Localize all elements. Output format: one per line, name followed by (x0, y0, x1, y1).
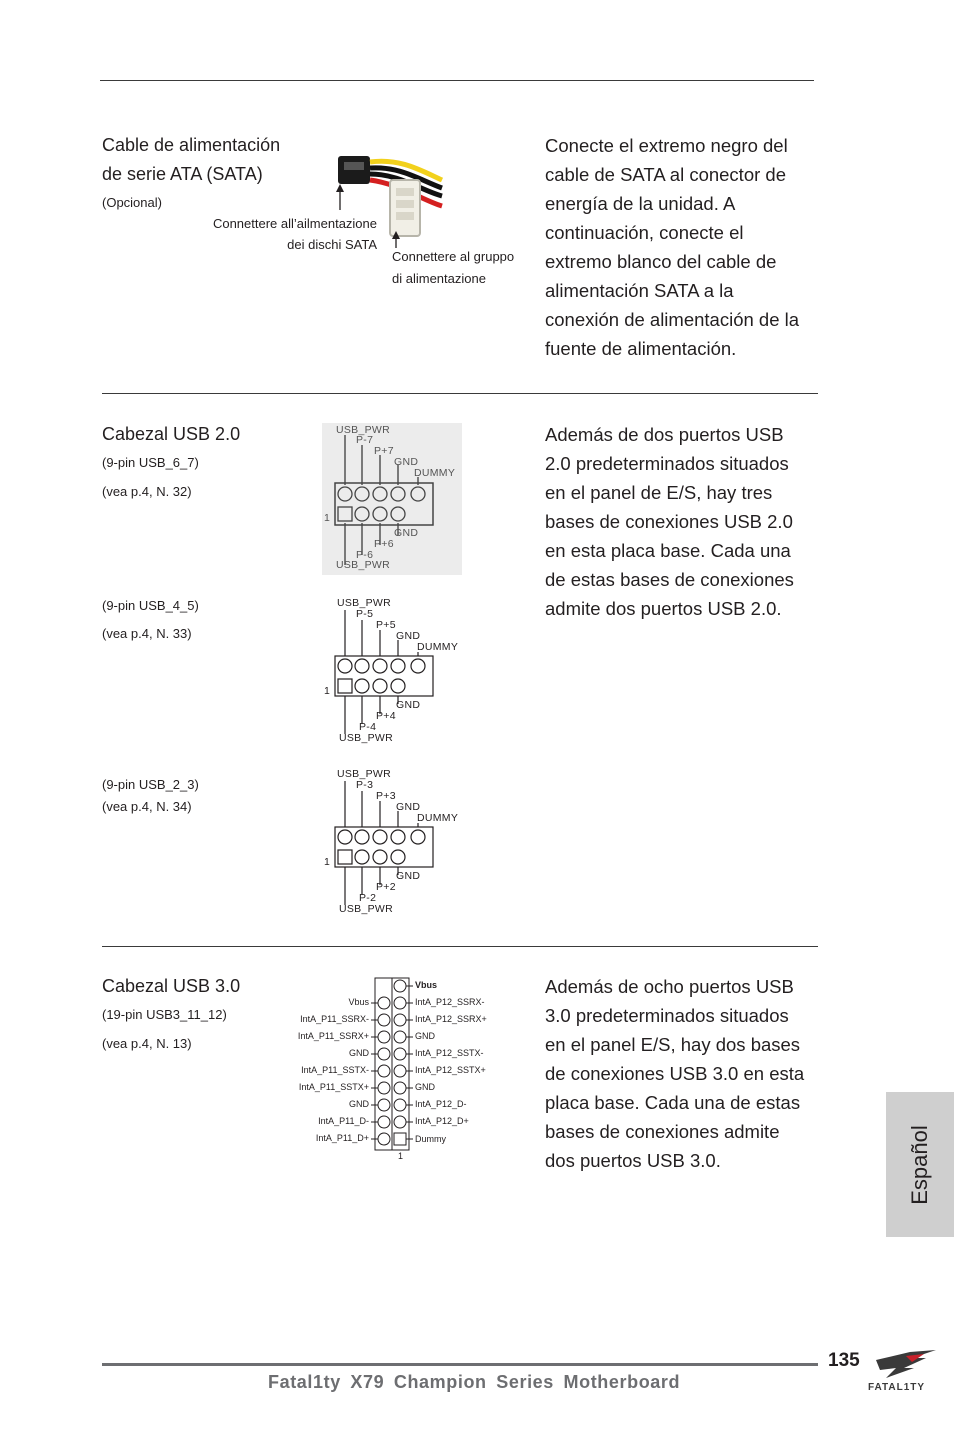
usb2-desc-line: bases de conexiones USB 2.0 (545, 511, 793, 532)
usb2-h1-pin: (9-pin USB_6_7) (102, 455, 199, 470)
pin-label: P+5 (376, 619, 396, 631)
usb3-left-pin-label: IntA_P11_D+ (315, 1133, 369, 1143)
pin-label: P+6 (374, 538, 394, 550)
pin-label: USB_PWR (336, 559, 391, 571)
pin-label: P+7 (374, 445, 394, 457)
usb2-desc-line: Además de dos puertos USB (545, 424, 784, 445)
pin-label: P-4 (359, 721, 377, 733)
usb2-desc-line: en esta placa base. Cada una (545, 540, 791, 561)
usb3-pin: (19-pin USB3_11_12) (102, 1007, 227, 1022)
usb3-desc-line: dos puertos USB 3.0. (545, 1150, 721, 1171)
usb2-h3-pin: (9-pin USB_2_3) (102, 777, 199, 792)
sata-label-left-line2: dei dischi SATA (287, 237, 377, 252)
page-number: 135 (828, 1350, 860, 1371)
usb2-h3-ref: (vea p.4, N. 34) (102, 799, 192, 814)
sata-desc-line: extremo blanco del cable de (545, 251, 777, 272)
sata-label-right (392, 246, 514, 290)
usb3-left-pin-label: IntA_P11_SSRX- (300, 1014, 369, 1024)
sata-title-line1: Cable de alimentación (102, 135, 281, 155)
footer-rule (102, 1363, 818, 1366)
pin-label: USB_PWR (337, 597, 392, 609)
usb2-diagram-3 (322, 767, 462, 917)
pin-label: GND (396, 699, 421, 711)
pin-label: USB_PWR (336, 424, 391, 436)
usb2-desc-line: 2.0 predeterminados situados (545, 453, 789, 474)
sata-desc-line: alimentación SATA a la (545, 280, 734, 301)
pin-label: P-3 (356, 779, 374, 791)
sata-label-right-line1: Connettere al gruppo (392, 249, 515, 264)
pin-label: GND (396, 630, 421, 642)
usb3-right-pin-label: IntA_P12_SSTX+ (415, 1065, 486, 1075)
usb3-right-pin-label: IntA_P12_SSRX- (415, 997, 485, 1007)
sata-desc-line: Conecte el extremo negro del (545, 135, 788, 156)
pin-label: GND (396, 801, 421, 813)
fatal1ty-logo-text: FATAL1TY (868, 1382, 926, 1393)
usb3-desc-line: bases de conexiones admite (545, 1121, 780, 1142)
pin-label: P+2 (376, 881, 396, 893)
usb2-description (545, 420, 825, 623)
usb2-title: Cabezal USB 2.0 (102, 424, 241, 444)
usb2-desc-line: de estas bases de conexiones (545, 569, 794, 590)
pin-label: USB_PWR (337, 768, 392, 780)
usb2-h2-pin: (9-pin USB_4_5) (102, 598, 199, 613)
usb3-left-pin-label: IntA_P11_D- (318, 1116, 369, 1126)
sata-label-right-line2: di alimentazione (392, 271, 486, 286)
sata-title (102, 131, 280, 189)
section-rule-1 (102, 393, 818, 394)
pin-label: USB_PWR (339, 903, 394, 915)
pin-label: GND (396, 870, 421, 882)
usb3-right-pin-label: IntA_P12_SSTX- (415, 1048, 484, 1058)
usb3-right-pin-label: Vbus (415, 980, 438, 990)
usb2-h2-ref: (vea p.4, N. 33) (102, 626, 192, 641)
pin-label: USB_PWR (339, 732, 394, 744)
usb2-diagram-1 (322, 423, 462, 575)
usb3-right-pin-label: GND (415, 1031, 435, 1041)
pin-label: DUMMY (414, 467, 456, 479)
usb3-desc-line: en el panel E/S, hay dos bases (545, 1034, 801, 1055)
usb3-left-pin-label: IntA_P11_SSRX+ (297, 1031, 369, 1041)
sata-desc-line: continuación, conecte el (545, 222, 744, 243)
pin-label: P+3 (376, 790, 396, 802)
usb3-desc-line: de conexiones USB 3.0 en esta (545, 1063, 805, 1084)
sata-desc-line: conexión de alimentación de la (545, 309, 800, 330)
pin-label: P-5 (356, 608, 374, 620)
usb3-desc-line: 3.0 predeterminados situados (545, 1005, 789, 1026)
footer-title: Fatal1ty X79 Champion Series Motherboard (268, 1372, 681, 1392)
usb3-left-pin-label: IntA_P11_SSTX+ (298, 1082, 369, 1092)
sata-desc-line: fuente de alimentación. (545, 338, 737, 359)
pin-label: GND (394, 456, 419, 468)
pin1-marker: 1 (324, 685, 331, 697)
usb2-desc-line: en el panel de E/S, hay tres (545, 482, 773, 503)
usb3-description (545, 972, 825, 1175)
top-rule (100, 80, 814, 81)
usb3-diagram (285, 976, 515, 1166)
sata-label-left-line1: Connettere all’ailmentazione (212, 216, 377, 231)
usb2-diagram-2 (322, 596, 462, 746)
usb3-right-pin-label: GND (415, 1082, 435, 1092)
sata-desc-line: cable de SATA al conector de (545, 164, 786, 185)
pin-label: GND (394, 527, 419, 539)
usb3-right-pin-label: IntA_P12_D+ (415, 1116, 469, 1126)
sata-label-left (190, 213, 377, 255)
sata-optional: (Opcional) (102, 195, 162, 210)
pin1-marker: 1 (324, 512, 331, 524)
usb3-left-pin-label: GND (349, 1099, 369, 1109)
pin-label: DUMMY (417, 812, 459, 824)
usb3-desc-line: Además de ocho puertos USB (545, 976, 794, 997)
usb3-ref: (vea p.4, N. 13) (102, 1036, 192, 1051)
usb2-h1-ref: (vea p.4, N. 32) (102, 484, 192, 499)
pin-label: P-2 (359, 892, 377, 904)
pin-label: P+4 (376, 710, 396, 722)
usb3-right-pin-label: IntA_P12_D- (415, 1099, 467, 1109)
usb2-desc-line: admite dos puertos USB 2.0. (545, 598, 782, 619)
usb3-left-pin-label: Vbus (348, 997, 369, 1007)
pin1-marker: 1 (324, 856, 331, 868)
usb3-left-pin-label: GND (349, 1048, 369, 1058)
language-tab-label (886, 1092, 954, 1237)
pin1-marker: 1 (398, 1151, 404, 1161)
sata-description (545, 131, 825, 363)
fatal1ty-logo (866, 1342, 946, 1400)
pin-label: DUMMY (417, 641, 459, 653)
sata-desc-line: energía de la unidad. A (545, 193, 736, 214)
pin-label: P-6 (356, 549, 374, 561)
language-tab-text: Español (907, 1124, 933, 1205)
pin-label: P-7 (356, 434, 374, 446)
usb3-desc-line: placa base. Cada una de estas (545, 1092, 801, 1113)
usb3-right-pin-label: IntA_P12_SSRX+ (415, 1014, 487, 1024)
usb3-left-pin-label: IntA_P11_SSTX- (301, 1065, 369, 1075)
section-rule-2 (102, 946, 818, 947)
usb3-right-pin-label: Dummy (415, 1134, 446, 1144)
sata-title-line2: de serie ATA (SATA) (102, 164, 263, 184)
usb3-title: Cabezal USB 3.0 (102, 976, 241, 996)
